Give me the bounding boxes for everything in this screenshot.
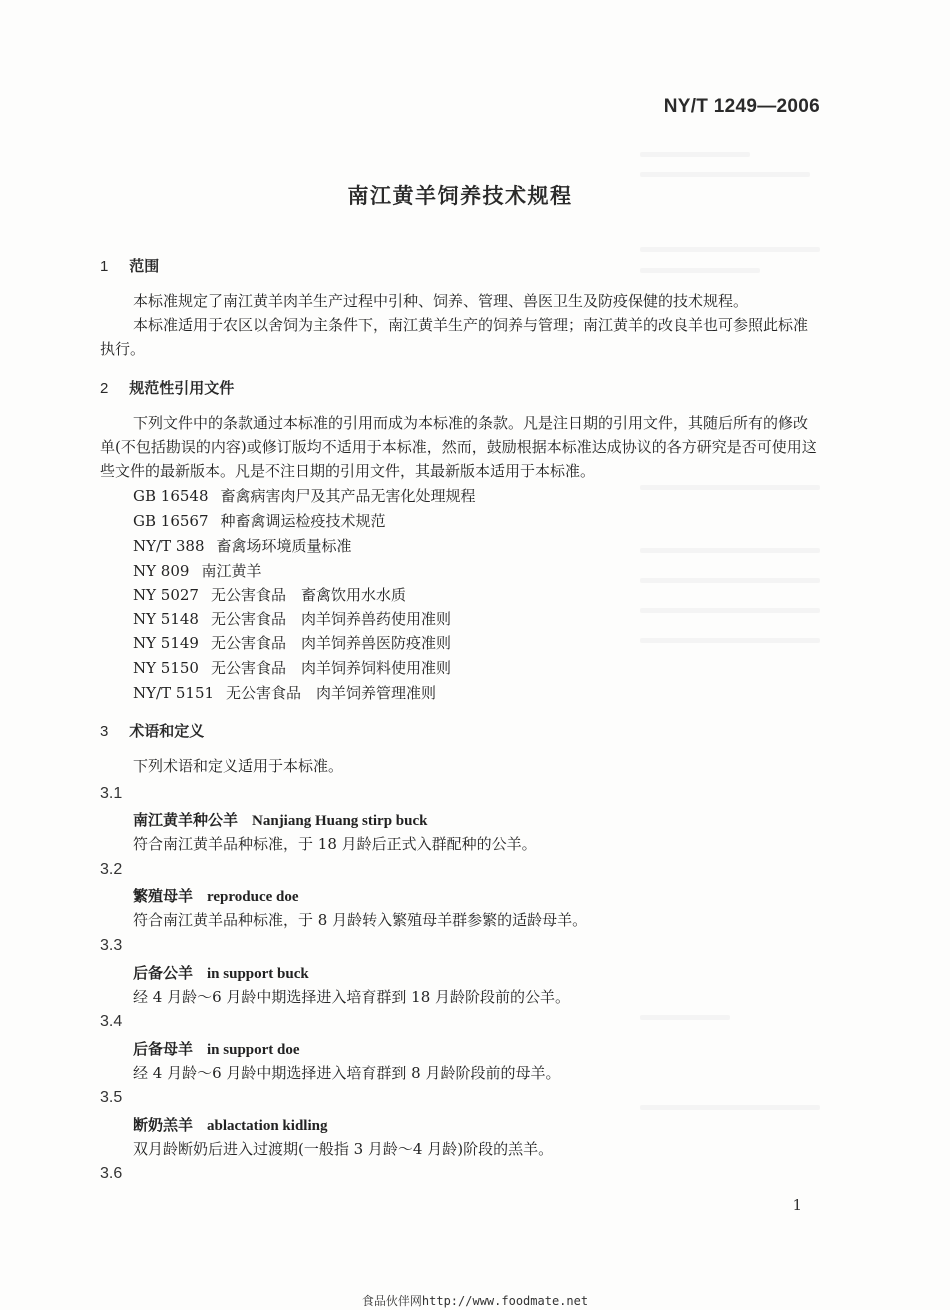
term-chinese: 后备公羊	[133, 964, 194, 982]
reference-title: 无公害食品 肉羊饲养兽药使用准则	[210, 610, 451, 628]
show-through-mark	[640, 608, 820, 613]
clause-number: 3.3	[100, 937, 123, 954]
section-2-paragraph: 下列文件中的条款通过本标准的引用而成为本标准的条款。凡是注日期的引用文件，其随后所有的修改单(不包括勘误的内容)或修订版均不适用于本标准，然而，鼓励根据本标准达成协议的各方研究是否可使用这些文件的最新版本。凡是不注日期的引用文件，其最新版本适用于本标准。	[100, 414, 817, 480]
section-3-heading	[100, 720, 204, 741]
reference-item	[133, 510, 386, 531]
clause-number: 3.6	[100, 1165, 123, 1182]
show-through-mark	[640, 268, 760, 273]
term-chinese: 断奶羔羊	[133, 1116, 194, 1134]
show-through-mark	[640, 172, 810, 177]
section-3-intro: 下列术语和定义适用于本标准。	[133, 757, 344, 775]
show-through-mark	[640, 247, 820, 252]
reference-item	[133, 560, 261, 581]
term-definition: 经 4 月龄～6 月龄中期选择进入培育群到 8 月龄阶段前的母羊。	[133, 1064, 561, 1082]
term-definition: 经 4 月龄～6 月龄中期选择进入培育群到 18 月龄阶段前的公羊。	[133, 988, 571, 1006]
reference-item	[133, 608, 451, 629]
section-2-heading	[100, 377, 234, 398]
reference-code: NY 5150	[133, 659, 199, 677]
clause-number: 3.4	[100, 1013, 123, 1030]
reference-title: 南江黄羊	[201, 562, 262, 580]
reference-item	[133, 632, 451, 653]
reference-item	[133, 657, 451, 678]
reference-item	[133, 535, 352, 556]
reference-code: NY/T 5151	[133, 684, 215, 702]
show-through-mark	[640, 485, 820, 490]
section-title: 术语和定义	[129, 722, 205, 740]
reference-title: 种畜禽调运检疫技术规范	[220, 512, 386, 530]
reference-code: NY 5027	[133, 586, 199, 604]
reference-code: NY/T 388	[133, 537, 205, 555]
show-through-mark	[640, 1105, 820, 1110]
show-through-mark	[640, 152, 750, 157]
term-heading	[133, 885, 299, 906]
reference-code: NY 5149	[133, 634, 199, 652]
term-chinese: 南江黄羊种公羊	[133, 811, 239, 829]
term-english: reproduce doe	[207, 889, 299, 905]
term-english: in support buck	[207, 966, 309, 982]
section-1-heading	[100, 255, 159, 276]
show-through-mark	[640, 548, 820, 553]
show-through-mark	[640, 578, 820, 583]
reference-item	[133, 682, 436, 703]
footer-watermark: 食品伙伴网http://www.foodmate.net	[361, 1294, 589, 1308]
show-through-mark	[640, 1015, 730, 1020]
reference-title: 无公害食品 肉羊饲养饲料使用准则	[210, 659, 451, 677]
reference-code: GB 16548	[133, 487, 209, 505]
term-english: Nanjiang Huang stirp buck	[252, 813, 428, 829]
clause-number: 3.1	[100, 785, 123, 802]
reference-item	[133, 485, 476, 506]
show-through-mark	[640, 638, 820, 643]
reference-code: NY 5148	[133, 610, 199, 628]
section-title: 规范性引用文件	[129, 379, 235, 397]
term-definition: 符合南江黄羊品种标准，于 8 月龄转入繁殖母羊群参繁的适龄母羊。	[133, 911, 588, 929]
reference-title: 畜禽场环境质量标准	[216, 537, 352, 555]
term-english: in support doe	[207, 1042, 300, 1058]
reference-title: 无公害食品 肉羊饲养兽医防疫准则	[210, 634, 451, 652]
section-1-paragraph-1: 本标准规定了南江黄羊肉羊生产过程中引种、饲养、管理、兽医卫生及防疫保健的技术规程。	[133, 292, 749, 310]
section-title: 范围	[129, 257, 160, 275]
term-definition: 双月龄断奶后进入过渡期(一般指 3 月龄～4 月龄)阶段的羔羊。	[133, 1140, 554, 1158]
reference-title: 无公害食品 肉羊饲养管理准则	[226, 684, 437, 702]
term-definition: 符合南江黄羊品种标准，于 18 月龄后正式入群配种的公羊。	[133, 835, 537, 853]
page-number: 1	[792, 1196, 802, 1214]
term-heading	[133, 1114, 327, 1135]
term-heading	[133, 1038, 300, 1059]
reference-code: GB 16567	[133, 512, 209, 530]
clause-number: 3.2	[100, 861, 123, 878]
section-number: 1	[100, 258, 109, 275]
reference-item	[133, 584, 406, 605]
term-heading	[133, 809, 427, 830]
reference-title: 畜禽病害肉尸及其产品无害化处理规程	[220, 487, 476, 505]
term-chinese: 后备母羊	[133, 1040, 194, 1058]
section-number: 2	[100, 380, 109, 397]
reference-code: NY 809	[133, 562, 190, 580]
term-heading	[133, 962, 309, 983]
standard-number: NY/T 1249—2006	[663, 96, 820, 117]
clause-number: 3.5	[100, 1089, 123, 1106]
section-1-paragraph-2: 本标准适用于农区以舍饲为主条件下，南江黄羊生产的饲养与管理；南江黄羊的改良羊也可参照此标准执行。	[100, 316, 809, 358]
term-english: ablactation kidling	[207, 1118, 328, 1134]
term-chinese: 繁殖母羊	[133, 887, 194, 905]
document-title: 南江黄羊饲养技术规程	[347, 184, 573, 208]
section-number: 3	[100, 723, 109, 740]
reference-title: 无公害食品 畜禽饮用水水质	[210, 586, 406, 604]
